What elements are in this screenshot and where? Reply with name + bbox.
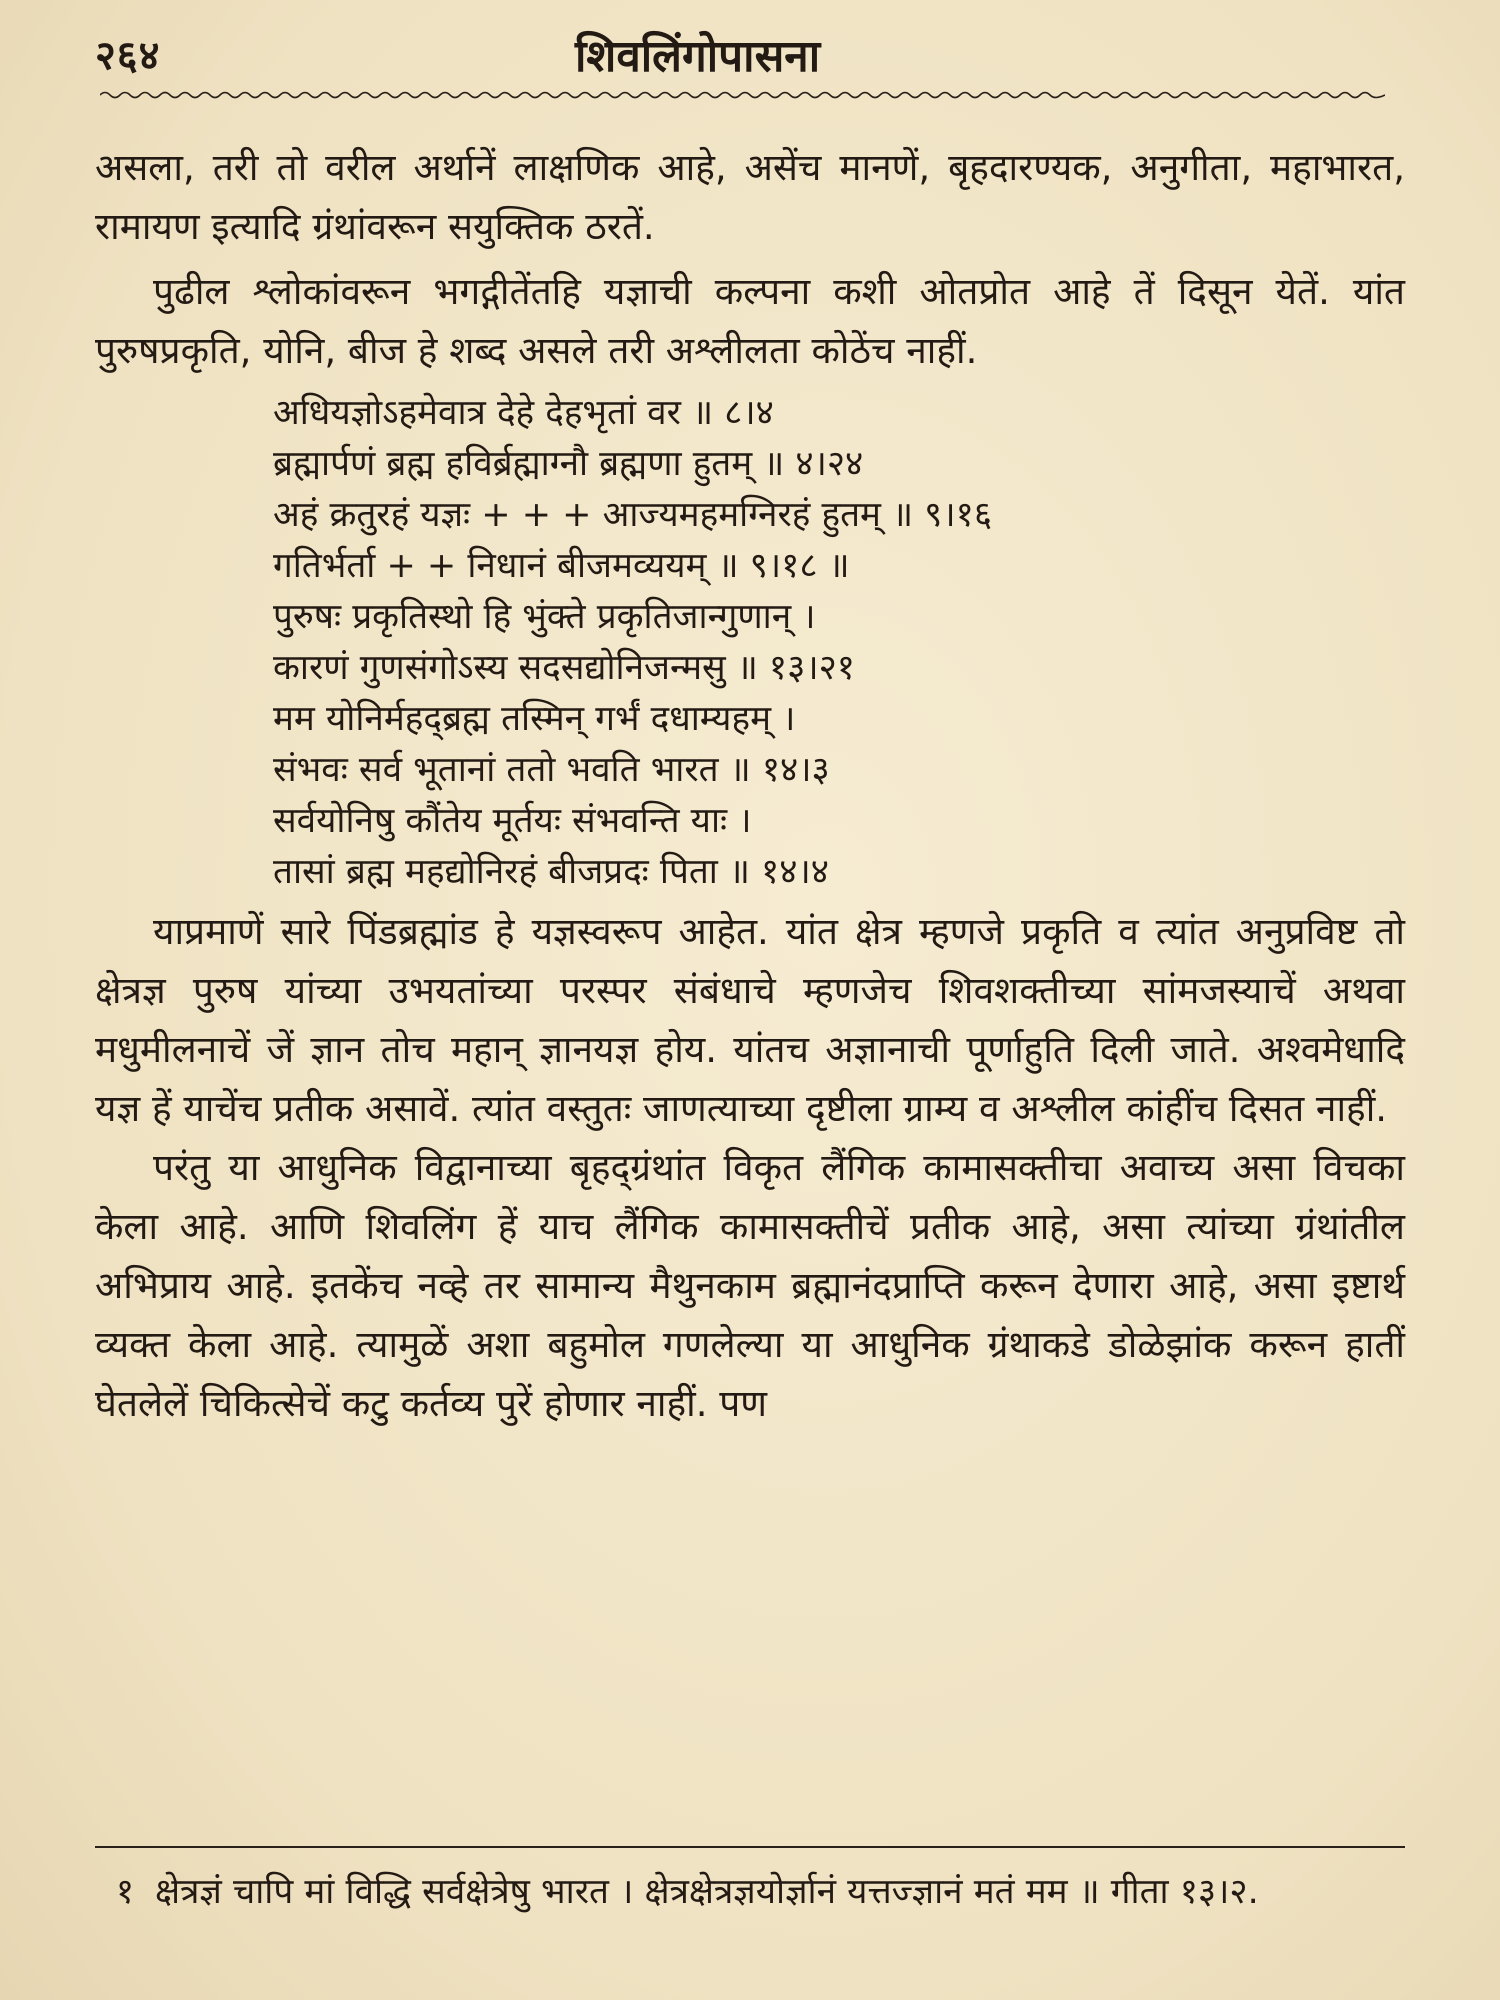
verse-line: अहं क्रतुरहं यज्ञः + + + आज्यमहमग्निरहं हुतम् ॥ ९।१६ xyxy=(273,495,993,535)
footnote-marker: १ xyxy=(115,1872,135,1912)
paragraph-4: परंतु या आधुनिक विद्वानाच्या बृहद्ग्रंथांत विकृत लैंगिक कामासक्तीचा अवाच्य असा विचका केला आहे. आणि शिवलिंग हें याच लैंगिक कामासक्तीचें प्रतीक आहे, असा त्यांच्या ग्रंथांतील अभिप्राय आहे. इतकेंच नव्हे तर सामान्य मैथुनकाम ब्रह्मानंदप्राप्ति करून देणारा आहे, असा इष्टार्थ व्यक्त केला आहे. त्यामुळें अशा बहुमोल गणलेल्या या आधुनिक ग्रंथाकडे डोळेझांक करून हातीं घेतलेलें चिकित्सेचें कटु कर्तव्य पुरें होणार नाहीं. पण xyxy=(95,1146,1405,1425)
verse-line: ब्रह्मार्पणं ब्रह्म हविर्ब्रह्माग्नौ ब्रह्मणा हुतम् ॥ ४।२४ xyxy=(273,444,864,484)
page-header xyxy=(95,20,1385,90)
running-title: शिवलिंगोपासना xyxy=(575,31,821,82)
page-body xyxy=(95,138,1405,1433)
paragraph-1: असला, तरी तो वरील अर्थानें लाक्षणिक आहे, असेंच मानणें, बृहदारण्यक, अनुगीता, महाभारत, रामायण इत्यादि ग्रंथांवरून सयुक्तिक ठरतें. xyxy=(95,146,1405,248)
verse-line: सर्वयोनिषु कौंतेय मूर्तयः संभवन्ति याः । xyxy=(273,801,752,841)
paragraph-3: याप्रमाणें सारे पिंडब्रह्मांड हे यज्ञस्वरूप आहेत. यांत क्षेत्र म्हणजे प्रकृति व त्यांत अनुप्रविष्ट तो क्षेत्रज्ञ पुरुष यांच्या उभयतांच्या परस्पर संबंधाचे म्हणजेच शिवशक्तीच्या सांमजस्याचें अथवा मधुमीलनाचें जें ज्ञान तोच महान् ज्ञानयज्ञ होय. यांतच अज्ञानाची पूर्णाहुति दिली जाते. अश्वमेधादि यज्ञ हें याचेंच प्रतीक असावें. त्यांत वस्तुतः जाणत्याच्या दृष्टीला ग्राम्य व अश्लील कांहींच दिसत नाहीं. xyxy=(95,910,1405,1130)
footnote xyxy=(95,1862,1405,1922)
footnote-rule xyxy=(95,1846,1405,1848)
header-wavy-rule xyxy=(100,88,1385,102)
verse-line: कारणं गुणसंगोऽस्य सदसद्योनिजन्मसु ॥ १३।२१ xyxy=(273,648,855,688)
paragraph-2: पुढील श्लोकांवरून भगद्गीतेंतहि यज्ञाची कल्पना कशी ओतप्रोत आहे तें दिसून येतें. यांत पुरुषप्रकृति, योनि, बीज हे शब्द असले तरी अश्लीलता कोठेंच नाहीं. xyxy=(95,270,1405,372)
verse-line: मम योनिर्महद्ब्रह्म तस्मिन् गर्भं दधाम्यहम् । xyxy=(273,699,796,739)
verse-line: तासां ब्रह्म महद्योनिरहं बीजप्रदः पिता ॥ १४।४ xyxy=(273,852,829,892)
verse-line: संभवः सर्व भूतानां ततो भवति भारत ॥ १४।३ xyxy=(273,750,830,790)
verse-line: अधियज्ञोऽहमेवात्र देहे देहभृतां वर ॥ ८।४ xyxy=(273,393,774,433)
footnote-text: क्षेत्रज्ञं चापि मां विद्धि सर्वक्षेत्रेषु भारत । क्षेत्रक्षेत्रज्ञयोर्ज्ञानं यत्तज्ज्ञानं मतं मम ॥ गीता १३।२. xyxy=(155,1872,1259,1912)
verse-line: पुरुषः प्रकृतिस्थो हि भुंक्ते प्रकृतिजान्गुणान् । xyxy=(273,597,816,637)
page-number: २६४ xyxy=(95,33,161,79)
verse-line: गतिर्भर्ता + + निधानं बीजमव्ययम् ॥ ९।१८ ॥ xyxy=(273,546,850,586)
verse-block xyxy=(273,388,1405,898)
